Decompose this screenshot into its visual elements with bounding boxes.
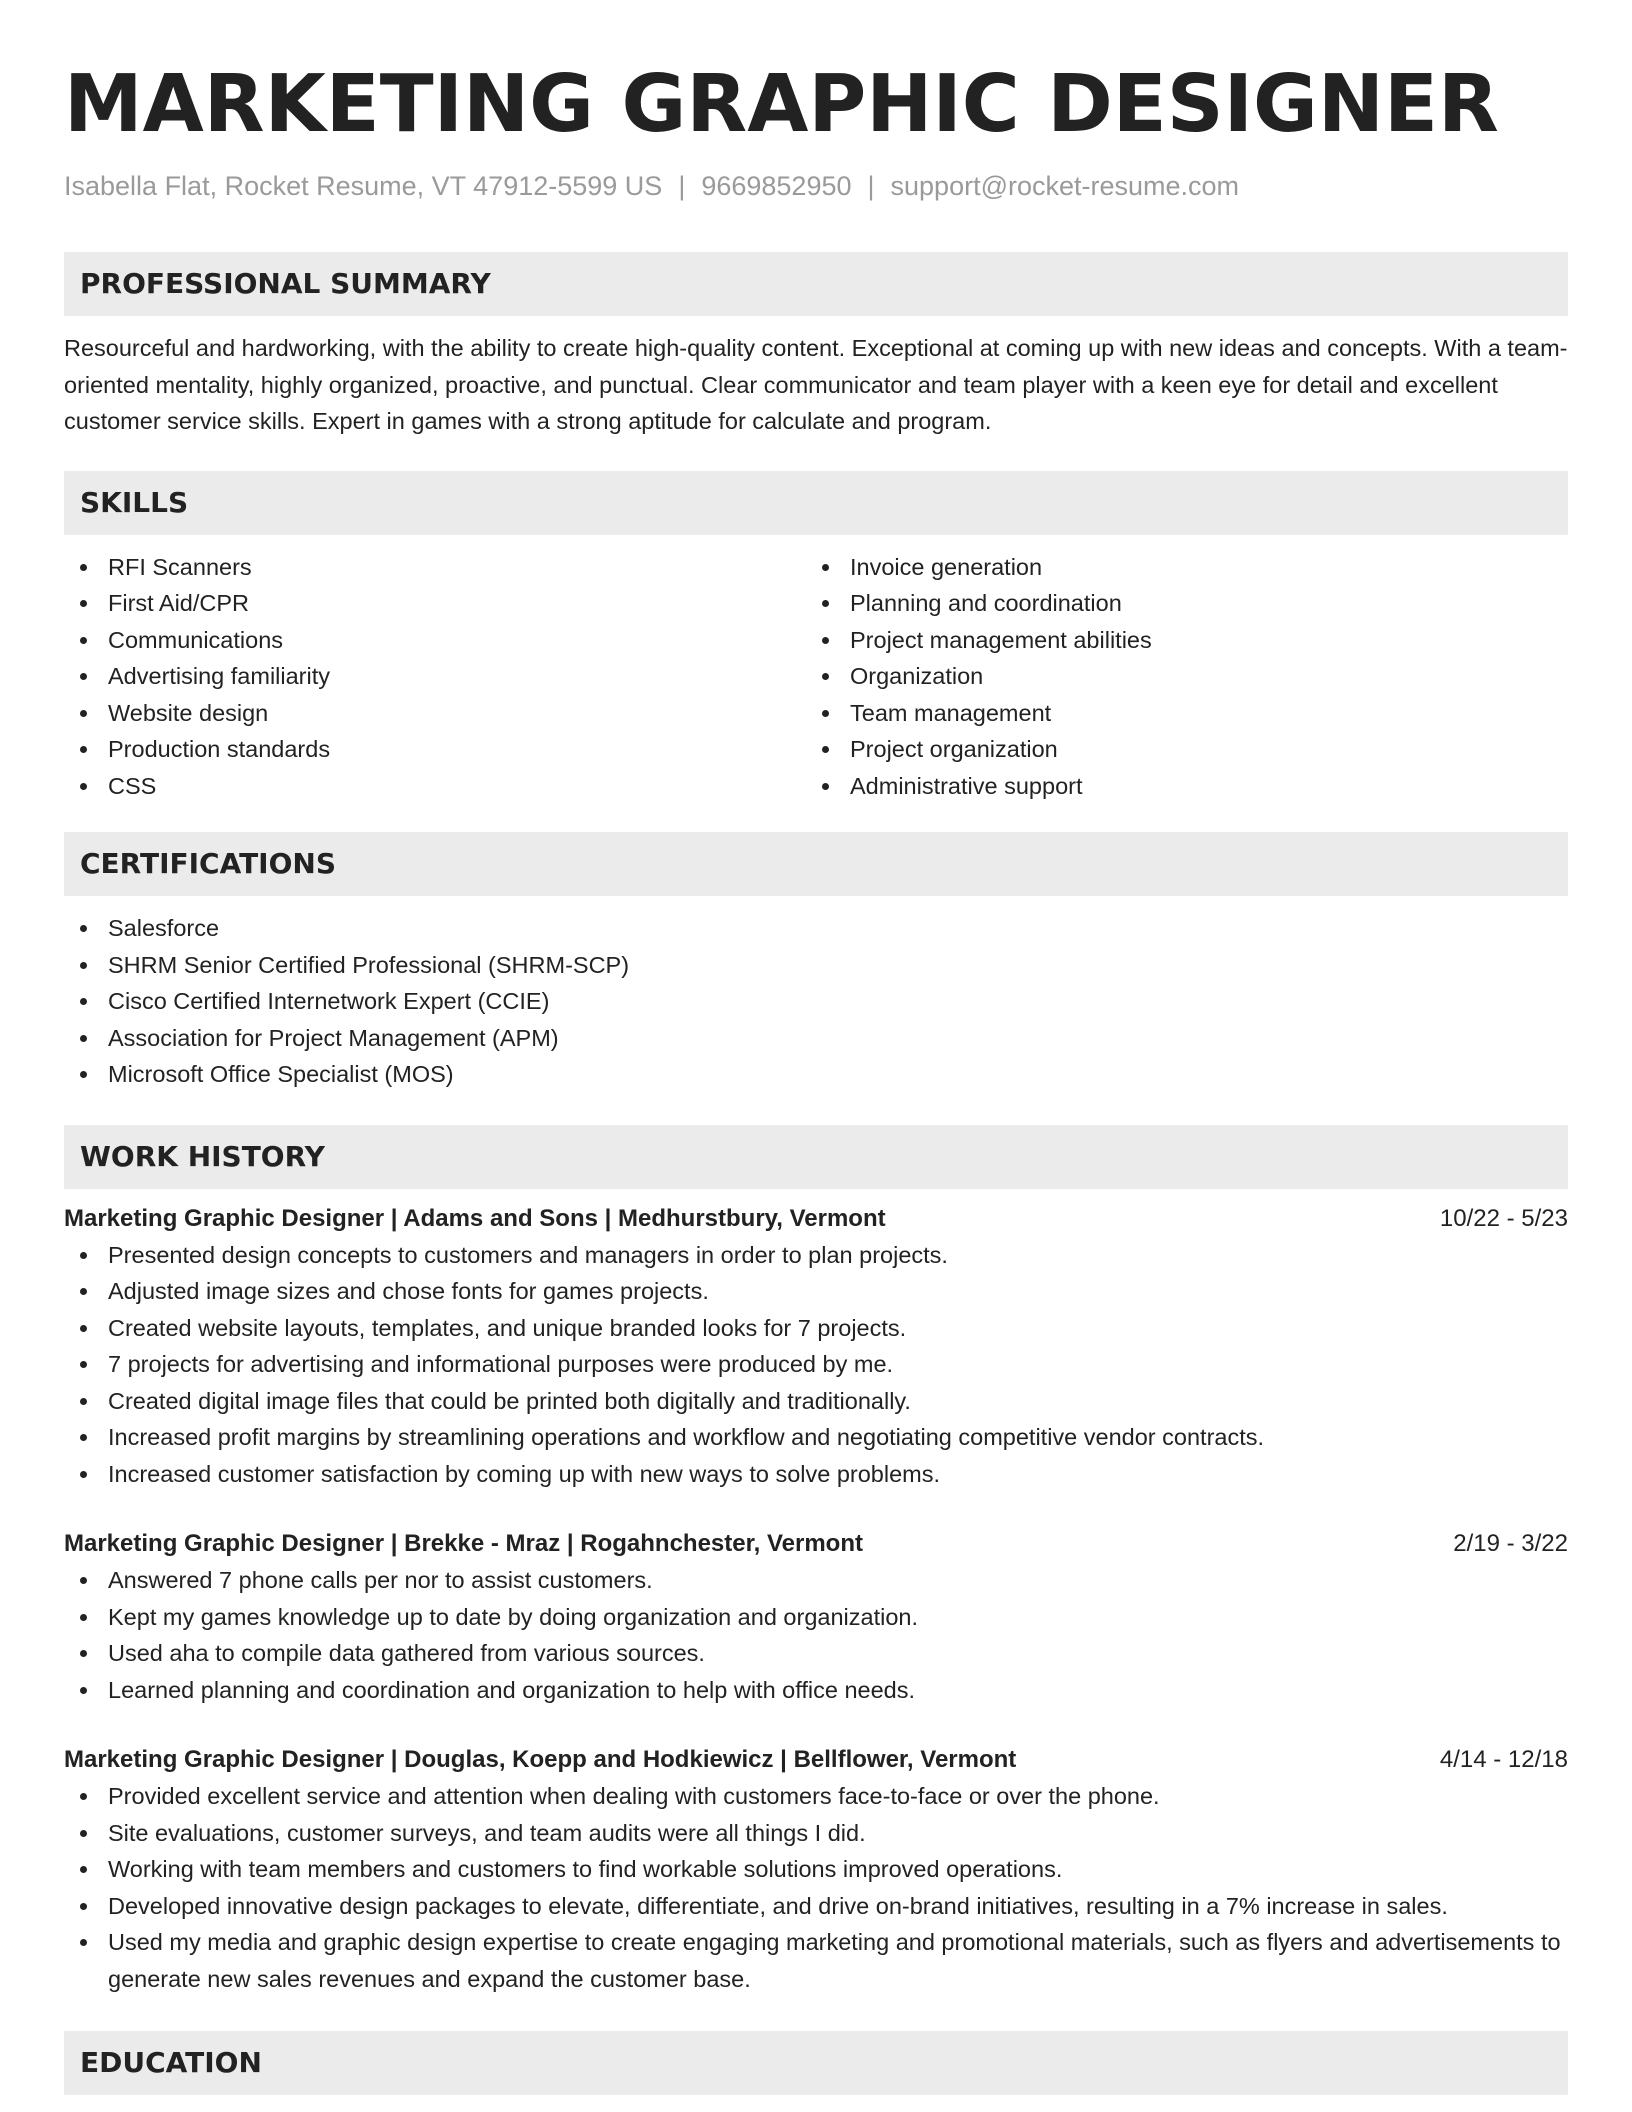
job-bullet: Created website layouts, templates, and unique branded looks for 7 projects. <box>64 1310 1568 1347</box>
skill-item: Project organization <box>806 731 1548 768</box>
section-header-skills: SKILLS <box>64 471 1568 535</box>
certification-item: Cisco Certified Internetwork Expert (CCIE) <box>64 983 1568 1020</box>
contact-separator: | <box>867 171 875 201</box>
skill-item: Team management <box>806 695 1548 732</box>
job-bullet: Learned planning and coordination and organization to help with office needs. <box>64 1672 1568 1709</box>
skills-list-left <box>64 549 806 805</box>
job-bullet: Used my media and graphic design expertise to create engaging marketing and promotional materials, such as flyers and advertisements to generate new sales revenues and expand the customer base. <box>64 1924 1568 1997</box>
job-bullet: Increased profit margins by streamlining operations and workflow and negotiating competitive vendor contracts. <box>64 1419 1568 1456</box>
skill-item: CSS <box>64 768 806 805</box>
skills-list-right <box>806 549 1548 805</box>
section-header-certifications: CERTIFICATIONS <box>64 832 1568 896</box>
skills-column-left <box>64 549 806 805</box>
job-header <box>64 1201 1568 1237</box>
skill-item: Website design <box>64 695 806 732</box>
job-entry <box>64 1201 1568 1493</box>
job-bullet: Answered 7 phone calls per nor to assist customers. <box>64 1562 1568 1599</box>
contact-address: Isabella Flat, Rocket Resume, VT 47912-5599 US <box>64 171 663 201</box>
contact-phone: 9669852950 <box>701 171 852 201</box>
certifications-list <box>64 910 1568 1093</box>
job-bullet: Increased customer satisfaction by coming up with new ways to solve problems. <box>64 1456 1568 1493</box>
job-bullet: Kept my games knowledge up to date by doing organization and organization. <box>64 1599 1568 1636</box>
job-dates: 4/14 - 12/18 <box>1439 1746 1568 1773</box>
job-dates: 10/22 - 5/23 <box>1439 1204 1568 1232</box>
skill-item: First Aid/CPR <box>64 585 806 622</box>
skills-grid <box>64 549 1568 805</box>
job-bullet-list <box>64 1778 1568 1997</box>
skill-item: Communications <box>64 622 806 659</box>
contact-separator: | <box>678 171 686 201</box>
job-bullet: Adjusted image sizes and chose fonts for games projects. <box>64 1273 1568 1310</box>
certification-item: Microsoft Office Specialist (MOS) <box>64 1056 1568 1093</box>
skill-item: Production standards <box>64 731 806 768</box>
section-header-summary: PROFESSIONAL SUMMARY <box>64 252 1568 316</box>
certification-item: SHRM Senior Certified Professional (SHRM-SCP) <box>64 947 1568 984</box>
job-bullet: Provided excellent service and attention when dealing with customers face-to-face or over the phone. <box>64 1778 1568 1815</box>
job-bullet: Presented design concepts to customers and managers in order to plan projects. <box>64 1237 1568 1274</box>
section-header-education: EDUCATION <box>64 2031 1568 2095</box>
job-bullet: Used aha to compile data gathered from various sources. <box>64 1635 1568 1672</box>
job-title: Marketing Graphic Designer | Douglas, Koepp and Hodkiewicz | Bellflower, Vermont <box>64 1746 1017 1773</box>
skill-item: Administrative support <box>806 768 1548 805</box>
job-title: Marketing Graphic Designer | Adams and Sons | Medhurstbury, Vermont <box>64 1204 886 1232</box>
job-bullet-list <box>64 1562 1568 1708</box>
skill-item: Planning and coordination <box>806 585 1548 622</box>
job-bullet: Created digital image files that could be printed both digitally and traditionally. <box>64 1383 1568 1420</box>
skills-column-right <box>806 549 1548 805</box>
job-bullet: 7 projects for advertising and informational purposes were produced by me. <box>64 1346 1568 1383</box>
certification-item: Association for Project Management (APM) <box>64 1020 1568 1057</box>
skill-item: Project management abilities <box>806 622 1548 659</box>
skill-item: Advertising familiarity <box>64 658 806 695</box>
contact-email: support@rocket-resume.com <box>890 171 1240 201</box>
summary-text: Resourceful and hardworking, with the ability to create high-quality content. Exceptional at coming up with new ideas and concepts. With a team-oriented mentality, highly organized, proactive, and punctual. Clear communicator and team player with a keen eye for detail and excellent customer service skills. Expert in games with a strong aptitude for calculate and program. <box>64 335 1568 434</box>
skill-item: Invoice generation <box>806 549 1548 586</box>
job-dates: 2/19 - 3/22 <box>1453 1530 1568 1557</box>
job-bullet: Working with team members and customers to find workable solutions improved operations. <box>64 1851 1568 1888</box>
job-header <box>64 1742 1568 1778</box>
resume-page <box>64 0 1568 2095</box>
job-bullet: Developed innovative design packages to elevate, differentiate, and drive on-brand initiatives, resulting in a 7% increase in sales. <box>64 1888 1568 1925</box>
job-bullet-list <box>64 1237 1568 1493</box>
job-bullet: Site evaluations, customer surveys, and team audits were all things I did. <box>64 1815 1568 1852</box>
job-entry <box>64 1742 1568 1997</box>
job-entry <box>64 1526 1568 1708</box>
resume-title: MARKETING GRAPHIC DESIGNER <box>64 58 1499 150</box>
certification-item: Salesforce <box>64 910 1568 947</box>
job-title: Marketing Graphic Designer | Brekke - Mraz | Rogahnchester, Vermont <box>64 1530 863 1557</box>
job-header <box>64 1526 1568 1562</box>
section-header-work-history: WORK HISTORY <box>64 1125 1568 1189</box>
contact-line <box>64 170 1568 202</box>
skill-item: Organization <box>806 658 1548 695</box>
skill-item: RFI Scanners <box>64 549 806 586</box>
